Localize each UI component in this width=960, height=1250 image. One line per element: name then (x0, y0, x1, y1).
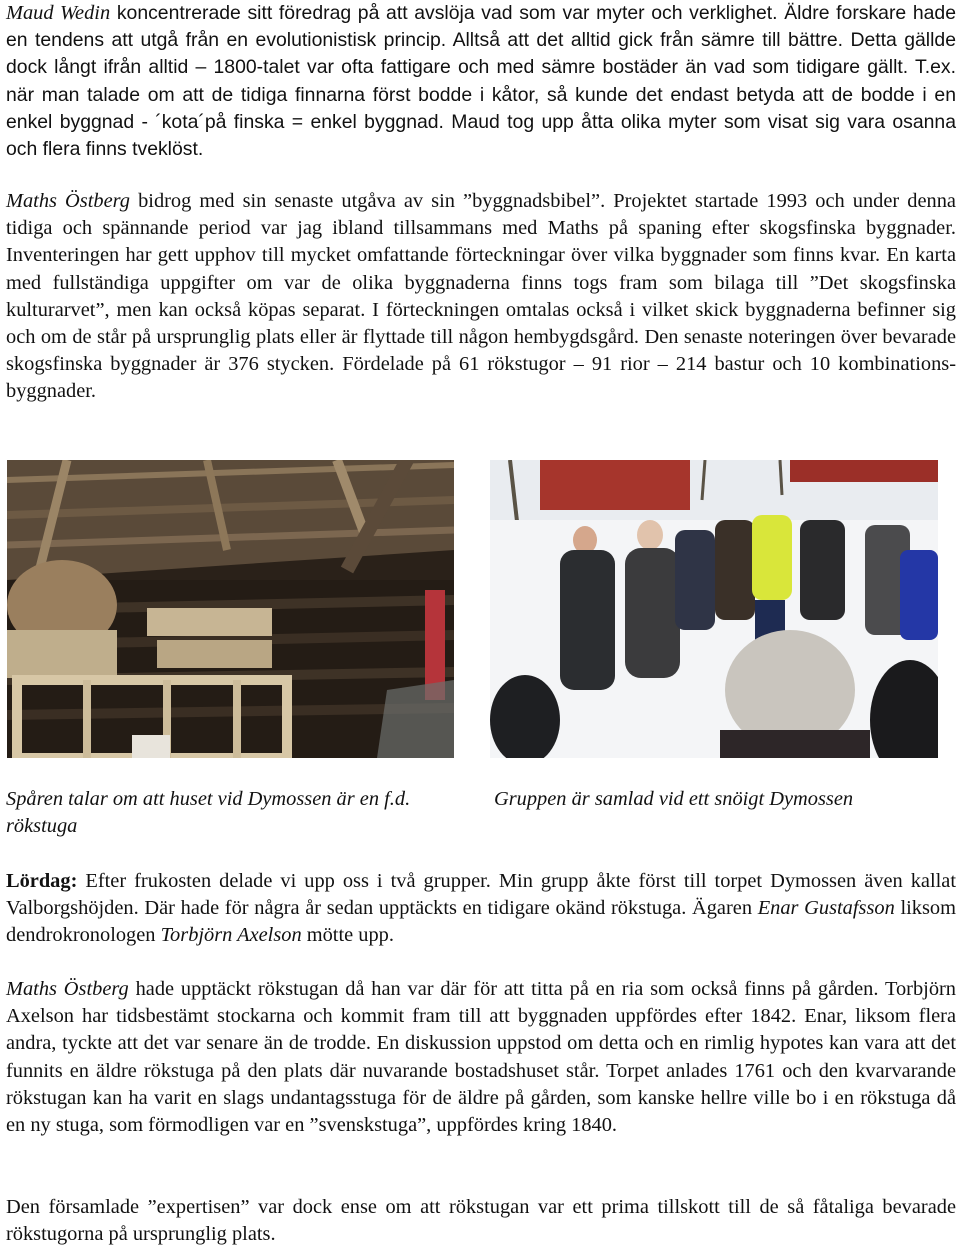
person-name: Enar Gustafsson (757, 897, 895, 920)
photo-group-dymossen (490, 460, 938, 758)
paragraph-text: bidrog med sin senaste utgåva av sin ”byggnadsbibel”. Projektet startade 1993 och under denna tidiga och spännande period var jag ibland tillsammans med Maths på spaning efter skogsfinska byggnader. Inventeringen har gett upphov till mycket omfattande förteckningar över vilka byggnader som finns kvar. En karta med fullständiga uppgifter om var de olika byggnaderna finns togs fram som bilaga till ”Det skogsfinska kulturarvet”, men kan också köpas separat. I förteckningen omtalas också i vilket skick byggnaderna befinner sig och om de står på ursprunglig plats eller är flyttade till någon hembygdsgård. Den senaste noteringen över bevarade skogsfinska byggnader är 376 stycken. Fördelade på 61 rökstugor – 91 rior – 214 bastur och 10 kombinations-byggnader. (6, 190, 956, 403)
paragraph-text: Efter frukosten delade vi upp oss i två grupper. Min grupp åkte först till torpet Dymossen även kallat Valborgshöjden. Där hade för några år sedan upptäckts en tidigare okänd rökstuga. Ägaren (6, 870, 956, 920)
paragraph-maths-ostberg (6, 188, 956, 406)
paragraph-text: mötte upp. (301, 924, 394, 947)
paragraph-text: hade upptäckt rökstugan då han var där för att titta på en ria som också finns på gården. Torbjörn Axelson har tidsbestämt stockarna och kommit fram till att byggnaden uppfördes efter 1842. Enar, liksom flera andra, tyckte att det var senare än de trodde. En diskussion uppstod om detta och en rimlig hypotes kan vara att det funnits en äldre rökstuga på den plats där nuvarande bostadshuset står. Torpet anlades 1761 och den kvarvarande rökstugan kan ha varit en slags undantagsstuga för de äldre på gården, som kanske hellre ville bo i en rökstuga då en ny stuga, som förmodligen var en ”svenskstuga”, uppfördes kring 1840. (6, 978, 956, 1137)
paragraph-text: Den församlade ”expertisen” var dock ense om att rökstugan var ett prima tillskott till de så fåtaliga bevarade rökstugorna på ursprunglig plats. (6, 1196, 956, 1246)
paragraph-lordag (6, 868, 956, 950)
caption-left-photo: Spåren talar om att huset vid Dymossen är en f.d. rökstuga (6, 788, 411, 838)
person-name: Maud Wedin (6, 2, 111, 24)
paragraph-maud-wedin (6, 0, 956, 163)
paragraph-text: koncentrerade sitt föredrag på att avslöja vad som var myter och verklighet. Äldre forskare hade en tendens att utgå från en evolutionistisk princip. Alltså att det alltid gick från sämre till bättre. Detta gällde dock långt ifrån alltid – 1800-talet var ofta fattigare och med sämre bostäder än vad som tidigare gällt. T.ex. när man talade om att de tidiga finnarna först bodde i kåtor, så kunde det endast betyda att de bodde i en enkel byggnad - ´kota´på finska = enkel byggnad. Maud tog upp åtta olika myter som visat sig vara osanna och flera finns tveklöst. (6, 2, 956, 161)
day-label: Lördag: (6, 870, 78, 892)
person-name: Maths Östberg (6, 978, 129, 1000)
caption-right-photo: Gruppen är samlad vid ett snöigt Dymossen (494, 788, 854, 810)
person-name: Torbjörn Axelson (160, 924, 302, 947)
paragraph-expertisen (6, 1194, 956, 1248)
paragraph-text: liksom dendrokronologen (6, 897, 956, 947)
photo-rokstuga-interior (7, 460, 454, 758)
person-name: Maths Östberg (6, 190, 130, 212)
paragraph-rokstugan (6, 976, 956, 1139)
